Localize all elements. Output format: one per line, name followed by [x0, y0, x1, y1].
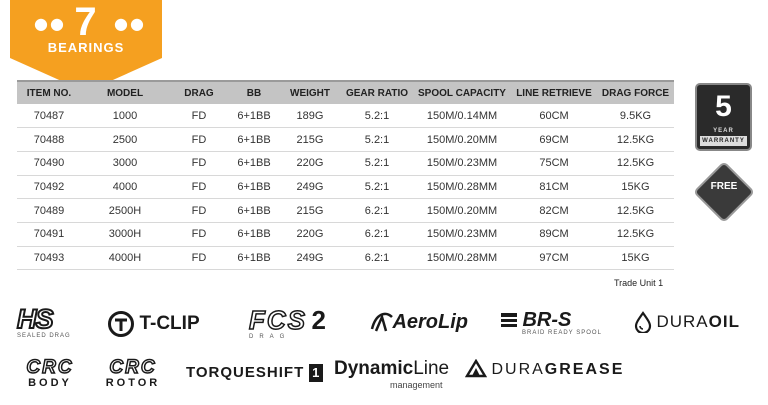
table-cell: 6+1BB — [229, 128, 279, 152]
table-cell: 150M/0.28MM — [413, 175, 511, 199]
table-cell: 1000 — [81, 104, 169, 128]
duraoil-logo — [634, 311, 740, 333]
bearings-badge — [10, 0, 162, 92]
crc-body-sub: BODY — [28, 377, 72, 389]
dynamicline-logo — [334, 358, 449, 390]
trade-unit: Trade Unit 1 — [614, 278, 664, 288]
table-row — [17, 151, 674, 175]
table-cell: 6+1BB — [229, 151, 279, 175]
table-body — [17, 104, 674, 270]
table-cell: 75CM — [511, 151, 597, 175]
table-row — [17, 175, 674, 199]
table-cell: 220G — [279, 151, 341, 175]
table-cell: FD — [169, 246, 229, 270]
duraoil-suffix: OIL — [708, 312, 740, 331]
table-cell: 215G — [279, 199, 341, 223]
table-cell: FD — [169, 222, 229, 246]
table-row — [17, 199, 674, 223]
duragrease-prefix: DURA — [491, 361, 545, 378]
table-cell: 150M/0.28MM — [413, 246, 511, 270]
col-header: MODEL — [81, 81, 169, 104]
table-cell: 81CM — [511, 175, 597, 199]
tclip-logo — [107, 310, 200, 338]
duraoil-prefix: DURA — [656, 312, 709, 331]
table-cell: 215G — [279, 128, 341, 152]
table-cell: 97CM — [511, 246, 597, 270]
hs-logo — [17, 306, 71, 340]
dots-right-icon: ●● — [114, 14, 146, 33]
table-cell: 6.2:1 — [341, 222, 413, 246]
table-cell: FD — [169, 128, 229, 152]
col-header: BB — [229, 81, 279, 104]
table-cell: 5.2:1 — [341, 128, 413, 152]
col-header: SPOOL CAPACITY — [413, 81, 511, 104]
table-cell: 5.2:1 — [341, 104, 413, 128]
table-row — [17, 104, 674, 128]
table-cell: 4000H — [81, 246, 169, 270]
table-cell: 12.5KG — [597, 222, 674, 246]
table-cell: FD — [169, 104, 229, 128]
table-cell: 6+1BB — [229, 104, 279, 128]
table-cell: 70492 — [17, 175, 81, 199]
table-cell: 189G — [279, 104, 341, 128]
fcs-num: 2 — [311, 305, 326, 335]
col-header: DRAG — [169, 81, 229, 104]
col-header: GEAR RATIO — [341, 81, 413, 104]
table-cell: 70493 — [17, 246, 81, 270]
table-cell: 150M/0.20MM — [413, 199, 511, 223]
tclip-icon — [107, 310, 135, 338]
tclip-name: T-CLIP — [139, 313, 200, 334]
col-header: DRAG FORCE — [597, 81, 674, 104]
table-cell: 6.2:1 — [341, 246, 413, 270]
torqueshift-logo — [186, 363, 323, 383]
bearings-label: BEARINGS — [47, 40, 125, 55]
hs-sub: SEALED DRAG — [17, 333, 71, 339]
duragrease-logo — [465, 359, 624, 381]
table-cell: 12.5KG — [597, 151, 674, 175]
crc-body-name: CRC — [26, 357, 74, 378]
col-header: ITEM NO. — [17, 81, 81, 104]
hs-name: HS — [17, 304, 53, 334]
table-cell: FD — [169, 175, 229, 199]
table-cell: 70487 — [17, 104, 81, 128]
table-cell: FD — [169, 199, 229, 223]
table-header-row — [17, 81, 674, 104]
duragrease-suffix: GREASE — [544, 361, 625, 378]
table-cell: 6.2:1 — [341, 199, 413, 223]
brs-name: BR-S — [522, 309, 572, 331]
brs-sub: BRAID READY SPOOL — [522, 330, 602, 336]
table-cell: 150M/0.14MM — [413, 104, 511, 128]
table-cell: 150M/0.23MM — [413, 151, 511, 175]
crc-rotor-logo — [98, 359, 168, 390]
dynamicline-light: Line — [413, 358, 450, 379]
table-cell: 150M/0.20MM — [413, 128, 511, 152]
crc-rotor-name: CRC — [109, 357, 157, 378]
warranty-badge — [695, 83, 752, 151]
grease-swirl-icon — [465, 359, 487, 381]
table-cell: 60CM — [511, 104, 597, 128]
warranty-year-label: YEAR — [713, 128, 734, 134]
table-cell: 150M/0.23MM — [413, 222, 511, 246]
warranty-years: 5 — [715, 90, 732, 123]
oil-drop-icon — [634, 311, 652, 333]
table-cell: 6+1BB — [229, 222, 279, 246]
table-cell: 82CM — [511, 199, 597, 223]
table-cell: 89CM — [511, 222, 597, 246]
brs-logo — [500, 310, 602, 337]
spec-table — [17, 80, 674, 270]
table-cell: 69CM — [511, 128, 597, 152]
table-cell: 12.5KG — [597, 199, 674, 223]
table-cell: 5.2:1 — [341, 175, 413, 199]
aerolip-swoosh-icon — [370, 309, 394, 335]
col-header: WEIGHT — [279, 81, 341, 104]
table-cell: 5.2:1 — [341, 151, 413, 175]
table-cell: FD — [169, 151, 229, 175]
table-cell: 15KG — [597, 246, 674, 270]
table-cell: 9.5KG — [597, 104, 674, 128]
warranty-label: WARRANTY — [700, 136, 747, 146]
table-cell: 15KG — [597, 175, 674, 199]
table-cell: 6+1BB — [229, 175, 279, 199]
crc-body-logo — [17, 359, 83, 390]
free-spool-label: FREE — [710, 181, 738, 192]
table-cell: 12.5KG — [597, 128, 674, 152]
table-row — [17, 246, 674, 270]
table-cell: 70488 — [17, 128, 81, 152]
crc-rotor-sub: ROTOR — [105, 377, 161, 389]
table-cell: 70491 — [17, 222, 81, 246]
table-cell: 70489 — [17, 199, 81, 223]
table-cell: 4000 — [81, 175, 169, 199]
torqueshift-name: TORQUESHIFT — [186, 364, 305, 381]
table-cell: 70490 — [17, 151, 81, 175]
col-header: LINE RETRIEVE — [511, 81, 597, 104]
fcs-logo — [249, 305, 326, 341]
fcs-sub: DRAG — [249, 334, 291, 340]
aerolip-name: AeroLip — [392, 311, 469, 333]
table-row — [17, 222, 674, 246]
table-row — [17, 128, 674, 152]
table-cell: 249G — [279, 175, 341, 199]
table-cell: 2500 — [81, 128, 169, 152]
dynamicline-sub: management — [390, 380, 443, 390]
table-cell: 220G — [279, 222, 341, 246]
fcs-name: FCS — [249, 305, 307, 335]
torqueshift-num: 1 — [309, 364, 323, 382]
dots-left-icon: ●● — [34, 14, 66, 33]
table-cell: 3000H — [81, 222, 169, 246]
table-cell: 249G — [279, 246, 341, 270]
table-cell: 6+1BB — [229, 246, 279, 270]
bearing-count: 7 — [74, 0, 98, 44]
aerolip-logo — [370, 309, 468, 335]
table-cell: 2500H — [81, 199, 169, 223]
spool-icon — [500, 311, 518, 329]
dynamicline-bold: Dynamic — [334, 358, 414, 379]
table-cell: 3000 — [81, 151, 169, 175]
table-cell: 6+1BB — [229, 199, 279, 223]
